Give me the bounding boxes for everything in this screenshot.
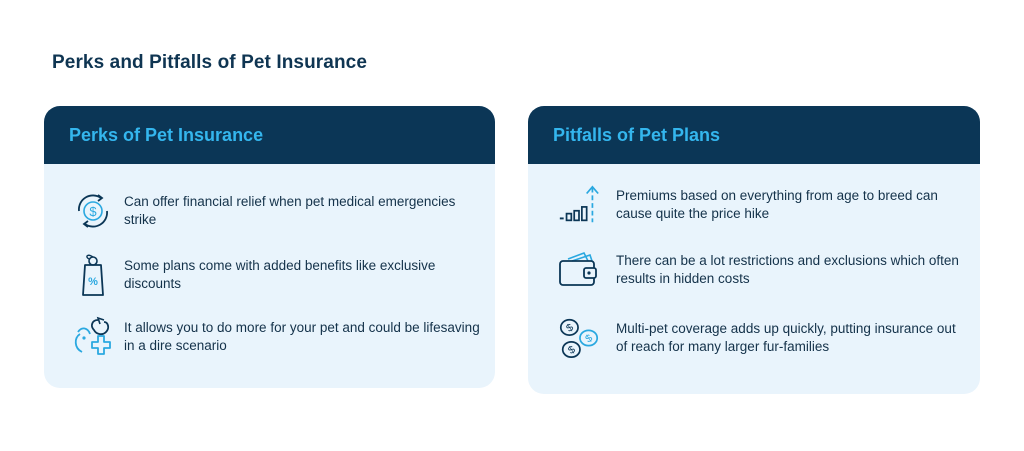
perks-card-header [44,106,495,164]
perk-item-text: Can offer financial relief when pet medical emergencies strike [124,194,456,227]
pitfall-item-text: Premiums based on everything from age to breed can cause quite the price hike [616,188,938,221]
pitfalls-card [528,106,980,394]
discount-tag-icon [70,252,116,298]
page-title: Perks and Pitfalls of Pet Insurance [52,52,367,73]
rising-bar-chart-icon [556,182,602,228]
pitfall-item-text: Multi-pet coverage adds up quickly, putting insurance out of reach for many larger fur-families [616,321,956,354]
perks-card-title: Perks of Pet Insurance [69,124,264,145]
svg-text:$: $ [89,204,97,219]
perks-card [44,106,495,388]
pitfalls-card-header [528,106,980,164]
pitfalls-card-title: Pitfalls of Pet Plans [553,124,721,145]
wallet-icon [556,247,602,293]
perk-item-lifesaving [44,309,495,365]
coins-icon [556,315,602,361]
pitfall-item-multi-pet [528,310,980,366]
perk-item-text: Some plans come with added benefits like exclusive discounts [124,258,436,291]
pitfall-item-restrictions [528,242,980,298]
svg-text:$: $ [583,332,595,346]
svg-text:$: $ [564,321,576,335]
perk-item-discounts [44,247,495,303]
perk-item-financial-relief [44,183,495,239]
svg-text:$: $ [565,343,578,357]
pitfall-item-text: There can be a lot restrictions and exclusions which often results in hidden costs [616,253,959,286]
refresh-money-icon [70,188,116,234]
perk-item-text: It allows you to do more for your pet and could be lifesaving in a dire scenario [124,320,480,353]
svg-text:%: % [88,276,98,288]
pitfall-item-premiums [528,177,980,233]
pet-health-cross-icon [70,314,116,360]
